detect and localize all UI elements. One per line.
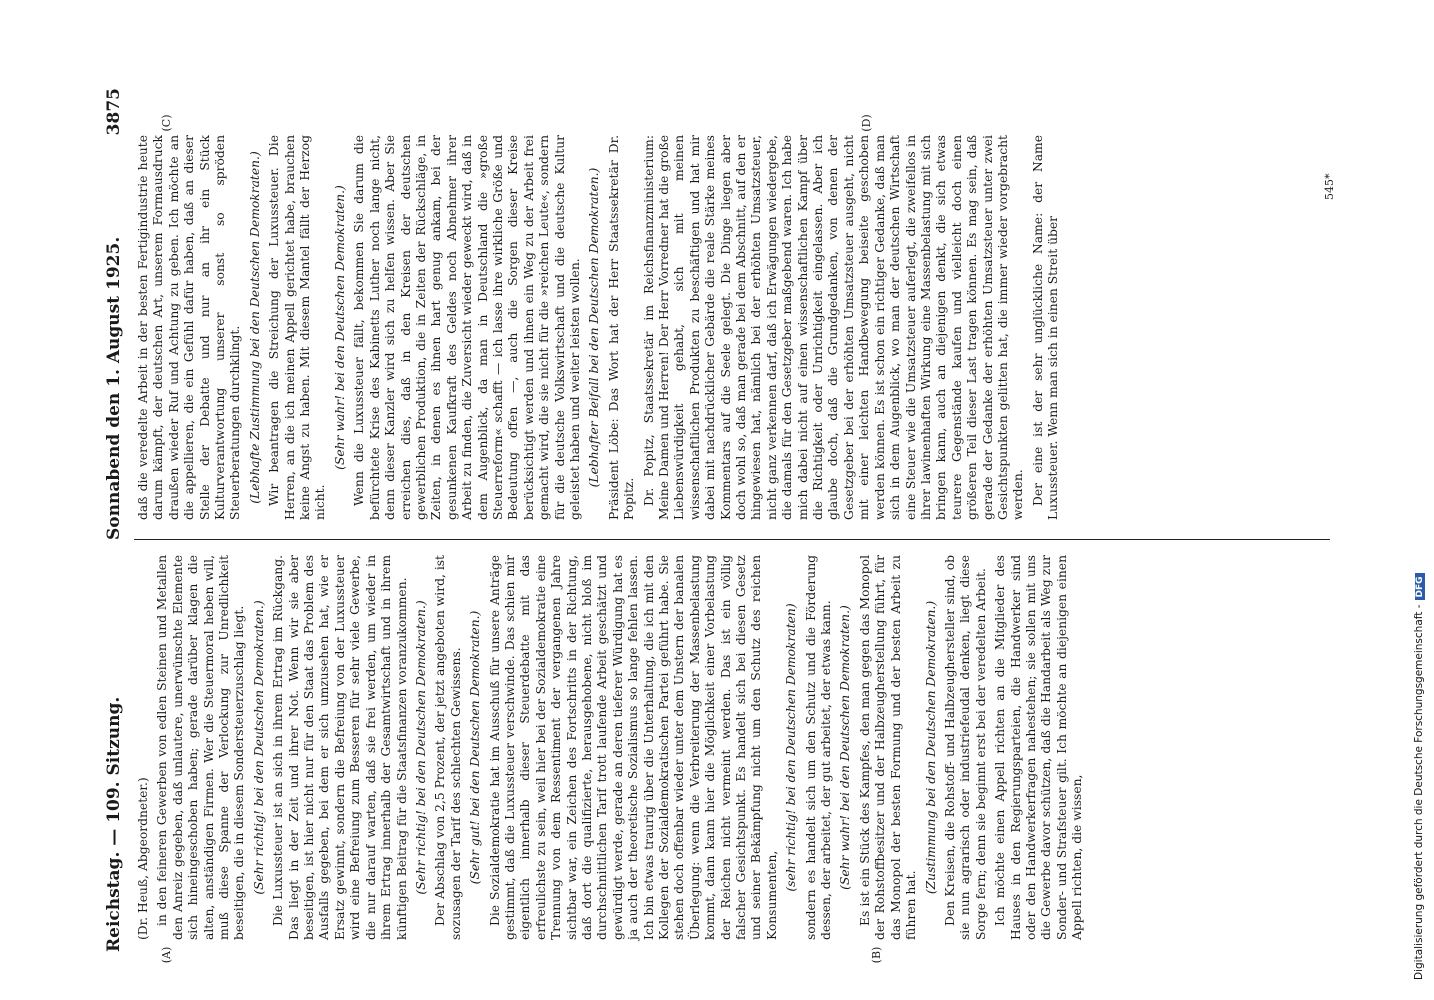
interjection: (Lebhafter Beifall bei den Deutschen Demokraten.) bbox=[587, 167, 602, 488]
paragraph: Die Luxussteuer ist an sich in ihrem Ertrag im Rückgang. Das liegt in der Zeit und ihrer Not. Wenn wir sie aber beseitigen, ist hier nicht nur für den Staat das Problem des Ausfalls gegeben, bei dem er sich umzusehen hat, wie er Ersatz gewinnt, sondern die Befreiung von der Luxussteuer wird eine Befreiung zum Besseren für sehr viele Gewerbe, die nur darauf warten, daß sie frei werden, um wieder in ihrem Ertrag innerhalb der Gesamtwirtschaft und in ihrem künftigen Beitrag für die Staatsfinanzen voranzukommen. bbox=[271, 555, 409, 940]
paragraph: (Dr. Heuß, Abgeordneter.) bbox=[136, 777, 150, 940]
paragraph: Die Sozialdemokratie hat im Ausschuß für unsere Anträge gestimmt, daß die Luxussteuer verschwinde. Das schien mir eigentlich innerhalb dieser Steuerdebatte mit das erfreulichste zu sein, weil hier bei der Sozialdemokratie eine Trennung von dem Ressentiment der vergangenen Jahre sichtbar war, ein Zeichen des Fortschritts in der Richtung, daß dort die qualifizierte, herausgehobene, nicht bloß im durchschnittlichen Tarif trott laufende Arbeit geschätzt und gewürdigt werde, gerade an deren tieferer Würdigung hat es ja auch der theoretische Sozialismus so lange fehlen lassen. Ich bin etwas traurig über die Unterhaltung, die ich mit den Kollegen der Sozialdemokratischen Partei geführt habe. Sie stehen doch offenbar wieder unter dem Unstern der banalen Überlegung: wenn die Verbreiterung der Massenbelastung kommt, dann kann hier die Möglichkeit einer Vorbelastung der Reichen nicht vermeint werden. Das ist ein völlig falscher Gesichtspunkt. Es handelt sich bei diesen Gesetz und seiner Bekämpfung nicht um den Schutz des reichen Konsumenten, bbox=[487, 555, 779, 940]
paragraph: Wenn die Luxussteuer fällt, bekommen Sie darum die befürchtete Krise des Kabinetts Luther noch lange nicht, denn dieser Kanzler wird sich zu helfen wissen. Aber Sie erreichen dies, daß in den Kreisen der deutschen gewerblichen Produktion, die in Zeiten der Rückschläge, in Zeiten, in denen es ihnen hart genug ankam, bei der gesunkenen Kaufkraft des Geldes noch Abnehmer ihrer Arbeit zu finden, die Zuversicht wieder geweckt wird, daß in dem Augenblick, da man in Deutschland die »große Steuerreform« schafft — ich lasse ihre wirkliche Größe und Bedeutung offen —, auch die Sorgen dieser Kreise berücksichtigt werden und ihnen ein Weg zu der Arbeit frei gemacht wird, die sie nicht für die »reichen Leute«, sondern für die deutsche Volkswirtschaft und die deutsche Kultur geleistet haben und weiter leisten wollen. bbox=[352, 135, 582, 520]
page-header bbox=[100, 80, 128, 960]
left-column bbox=[136, 555, 1090, 940]
paragraph: Präsident Löbe: Das Wort hat der Herr Staatssekretär Dr. Popitz. bbox=[606, 135, 637, 520]
margin-marker-b: (B) bbox=[870, 946, 883, 964]
right-column bbox=[136, 135, 1066, 520]
interjection: (sehr richtig! bei den Deutschen Demokraten) bbox=[784, 603, 799, 892]
interjection: (Sehr wahr! bei den Deutschen Demokraten.) bbox=[838, 605, 853, 890]
column-divider bbox=[134, 539, 1330, 540]
rotated-page bbox=[100, 80, 1336, 964]
paragraph: daß die veredelte Arbeit in der besten Fertigindustrie heute darum kämpft, der deutschen Art, unserem Formausdruck draußen wieder Ruf und Achtung zu geben. Ich möchte an die appellieren, die ein Gefühl dafür haben, daß an dieser Stelle der Debatte und nur an ihr ein Stück Kulturverantwortung unserer sonst so spröden Steuerberatungen durchklingt. bbox=[136, 135, 243, 520]
paragraph: in den feineren Gewerben von edlen Steinen und Metallen den Anreiz gegeben, daß unlautere, unerwünschte Elemente sich hineingeschoben haben; gerade darüber klagen die alten, anständigen Firmen. Wer die Steuermoral heben will, muß diese Spanne der Verlockung zur Unredlichkeit beseitigen, die in diesem Sondersteuerzuschlag liegt. bbox=[155, 555, 247, 940]
paragraph: Wir beantragen die Streichung der Luxussteuer. Die Herren, an die ich meinen Appell gerichtet habe, brauchen keine Angst zu haben. Mit diesem Mantel fällt der Herzog nicht. bbox=[267, 135, 328, 520]
margin-marker-a: (A) bbox=[160, 946, 173, 964]
paragraph: Der eine ist der sehr unglückliche Name: der Name Luxussteuer. Wenn man sich in einen Streit über bbox=[1030, 135, 1061, 520]
digitization-note bbox=[1413, 0, 1431, 980]
paragraph: Den Kreisen, die Rohstoff- und Halbzeughersteller sind, ob sie nun agrarisch oder industriefeudal denken, liegt diese Sorge fern; denn sie beginnt erst bei der veredelten Arbeit. bbox=[942, 555, 988, 940]
interjection: (Zustimmung bei den Deutschen Demokraten.) bbox=[923, 600, 938, 895]
page-number: 3875 bbox=[104, 88, 124, 136]
paragraph: Ich möchte einen Appell richten an die Mitglieder des Hauses in den Regierungsparteien, die Handwerker sind oder den Handwerkerfragen nahestehen; sie sollen mit uns die Gewerbe davor schützen, daß die Handarbeit als Weg zur Sonder- und Strafsteuer gilt. Ich möchte an diejenigen einen Appell richten, die wissen, bbox=[993, 555, 1085, 940]
signature-mark: 545* bbox=[1323, 173, 1336, 200]
margin-marker-c: (C) bbox=[160, 114, 173, 132]
dfg-logo: DFG bbox=[1415, 573, 1425, 600]
paragraph: Es ist ein Stück des Kampfes, den man gegen das Monopol der Rohstoffbesitzer und der Halbzeugherstellung führt, für das Monopol der besten Formung und der besten Arbeit zu führen hat. bbox=[857, 555, 919, 940]
header-date: Sonnabend den 1. August 1925. bbox=[104, 236, 124, 540]
interjection: (Sehr gut! bei den Deutschen Demokraten.) bbox=[468, 610, 483, 885]
paragraph: Der Abschlag von 2,5 Prozent, der jetzt angeboten wird, ist sozusagen der Tarif des schlechten Gewissens. bbox=[433, 555, 463, 940]
interjection: (Lebhafte Zustimmung bei den Deutschen Demokraten.) bbox=[247, 151, 262, 504]
paragraph: Dr. Popitz, Staatssekretär im Reichsfinanzministerium: Meine Damen und Herren! Der Herr Vorredner hat die große Liebenswürdigkeit gehabt, sich mit meinen wissenschaftlichen Produkten zu beschäftigen und hat mir dabei mit nachdrücklicher Gebärde die reale Stärke meines Kommentars auf die Seele gelegt. Die Dinge liegen aber doch wohl so, daß man gerade bei dem Abschnitt, auf den er hingewiesen hat, nämlich bei der erhöhten Umsatzsteuer, nicht ganz verkennen darf, daß ich Erwägungen wiedergebe, die damals für den Gesetzgeber maßgebend waren. Ich habe mich dabei nicht auf einen wissenschaftlichen Kampf über die Richtigkeit oder Unrichtigkeit eingelassen. Aber ich glaube doch, daß die Grundgedanken, von denen der Gesetzgeber bei der erhöhten Umsatzsteuer ausgeht, nicht mit einer leichten Handbewegung beiseite geschoben werden können. Es ist schon ein richtiger Gedanke, daß man sich in dem Augenblick, wo man der deutschen Wirtschaft eine Steuer wie die Umsatzsteuer auferlegt, die zweifellos in ihrer lawinenhaften Wirkung eine Massenbelastung mit sich bringen kann, auch an diejenigen denkt, die sich etwas teurere Gegenstände kaufen und vielleicht doch einen größeren Teil dieser Last tragen können. Es mag sein, daß gerade der Gedanke der erhöhten Umsatzsteuer unter zwei Gesichtspunkten gelitten hat, die immer wieder vorgebracht werden. bbox=[641, 135, 1026, 520]
paragraph: sondern es handelt sich um den Schutz und die Förderung dessen, der arbeitet, der gut arbeitet, der etwas kann. bbox=[803, 555, 834, 940]
margin-marker-d: (D) bbox=[860, 114, 873, 132]
header-left: Reichstag. — 109. Sitzung. bbox=[104, 696, 124, 952]
interjection: (Sehr richtig! bei den Deutschen Demokraten.) bbox=[413, 600, 428, 895]
interjection: (Sehr richtig! bei den Deutschen Demokraten.) bbox=[251, 600, 266, 895]
interjection: (Sehr wahr! bei den Deutschen Demokraten.) bbox=[332, 185, 347, 470]
digitization-text: Digitalisierung gefördert durch die Deutsche Forschungsgemeinschaft - bbox=[1413, 604, 1425, 980]
